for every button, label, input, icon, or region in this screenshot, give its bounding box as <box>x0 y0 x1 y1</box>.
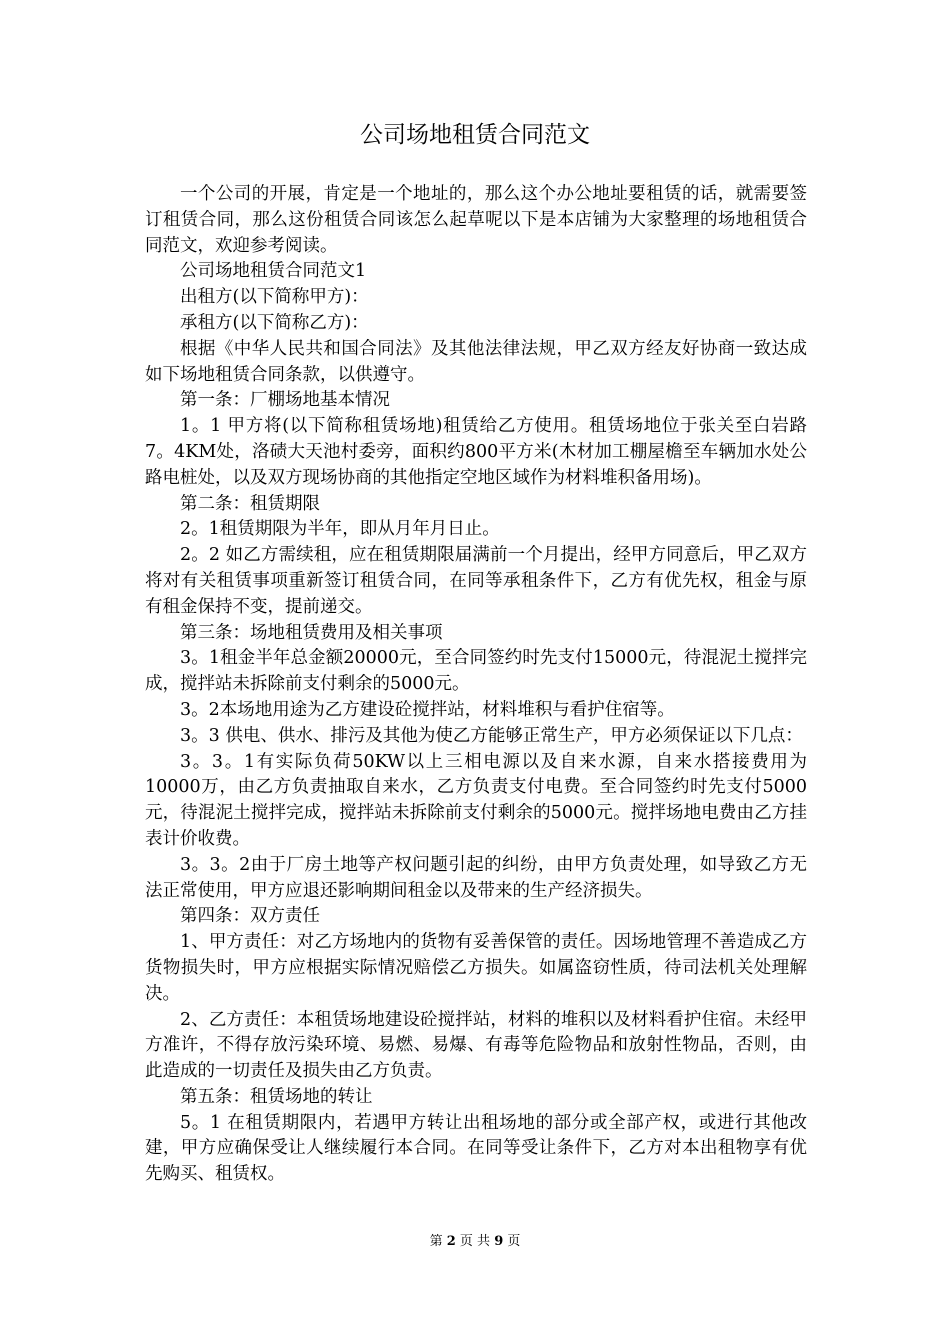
clause-3-3-2: 3。3。2由于厂房土地等产权问题引起的纠纷，由甲方负责处理，如导致乙方无法正常使用，甲方应退还影响期间租金以及带来的生产经济损失。 <box>145 854 807 901</box>
page-prefix: 第 <box>429 1234 443 1249</box>
page-suffix: 页 <box>507 1234 521 1249</box>
clause-4-2: 2、乙方责任：本租赁场地建设砼搅拌站，材料的堆积以及材料看护住宿。未经甲方准许，不得存放污染环境、易燃、易爆、有毒等危险物品和放射性物品，否则，由此造成的一切责任及损失由乙方负责。 <box>145 1009 807 1082</box>
paragraph-lessee: 承租方(以下简称乙方)： <box>180 312 369 333</box>
clause-1-1: 1。1 甲方将(以下简称租赁场地)租赁给乙方使用。租赁场地位于张关至白岩路7。4KM处，洛碛大天池村委旁，面积约800平方米(木材加工棚屋檐至车辆加水处公路电桩处，以及双方现场协商的其他指定空地区域作为材料堆积备用场)。 <box>145 416 807 488</box>
clause-3-3: 3。3 供电、供水、排污及其他为使乙方能够正常生产，甲方必须保证以下几点： <box>180 725 803 746</box>
clause-4-1: 1、甲方责任：对乙方场地内的货物有妥善保管的责任。因场地管理不善造成乙方货物损失时，甲方应根据实际情况赔偿乙方损失。如属盗窃性质，待司法机关处理解决。 <box>145 932 807 1004</box>
page-current: 2 <box>446 1234 456 1249</box>
page-number-footer <box>0 1232 950 1252</box>
paragraph-basis: 根据《中华人民共和国合同法》及其他法律法规，甲乙双方经友好协商一致达成如下场地租赁合同条款，以供遵守。 <box>145 338 807 385</box>
clause-3-3-1: 3。3。1有实际负荷50KW以上三相电源以及自来水源，自来水搭接费用为10000万，由乙方负责抽取自来水，乙方负责支付电费。至合同签约时先支付5000元，待混泥土搅拌完成，搅拌站未拆除前支付剩余的5000元。搅拌场地电费由乙方挂表计价收费。 <box>145 751 807 849</box>
article-4-heading: 第四条：双方责任 <box>180 906 320 927</box>
page-mid: 页 共 <box>459 1234 491 1249</box>
document-body <box>145 182 807 1188</box>
clause-2-2: 2。2 如乙方需续租，应在租赁期限届满前一个月提出，经甲方同意后，甲乙双方将对有关租赁事项重新签订租赁合同，在同等承租条件下，乙方有优先权，租金与原有租金保持不变，提前递交。 <box>145 545 807 617</box>
article-2-heading: 第二条：租赁期限 <box>180 493 320 514</box>
clause-3-1: 3。1租金半年总金额20000元，至合同签约时先支付15000元，待混泥土搅拌完成，搅拌站未拆除前支付剩余的5000元。 <box>145 648 807 695</box>
document-title: 公司场地租赁合同范文 <box>360 122 590 148</box>
article-5-heading: 第五条：租赁场地的转让 <box>180 1086 373 1107</box>
article-1-heading: 第一条：厂棚场地基本情况 <box>180 390 390 411</box>
clause-5-1: 5。1 在租赁期限内，若遇甲方转让出租场地的部分或全部产权，或进行其他改建，甲方应确保受让人继续履行本合同。在同等受让条件下，乙方对本出租物享有优先购买、租赁权。 <box>145 1112 807 1185</box>
paragraph-section-title: 公司场地租赁合同范文1 <box>180 261 367 282</box>
paragraph-intro: 一个公司的开展，肯定是一个地址的，那么这个办公地址要租赁的话，就需要签订租赁合同，那么这份租赁合同该怎么起草呢以下是本店铺为大家整理的场地租赁合同范文，欢迎参考阅读。 <box>145 184 807 256</box>
clause-2-1: 2。1租赁期限为半年，即从月年月日止。 <box>180 519 500 540</box>
paragraph-lessor: 出租方(以下简称甲方)： <box>180 287 369 308</box>
clause-3-2: 3。2本场地用途为乙方建设砼搅拌站，材料堆积与看护住宿等。 <box>180 699 675 720</box>
page-total: 9 <box>494 1234 504 1249</box>
article-3-heading: 第三条：场地租赁费用及相关事项 <box>180 622 443 643</box>
